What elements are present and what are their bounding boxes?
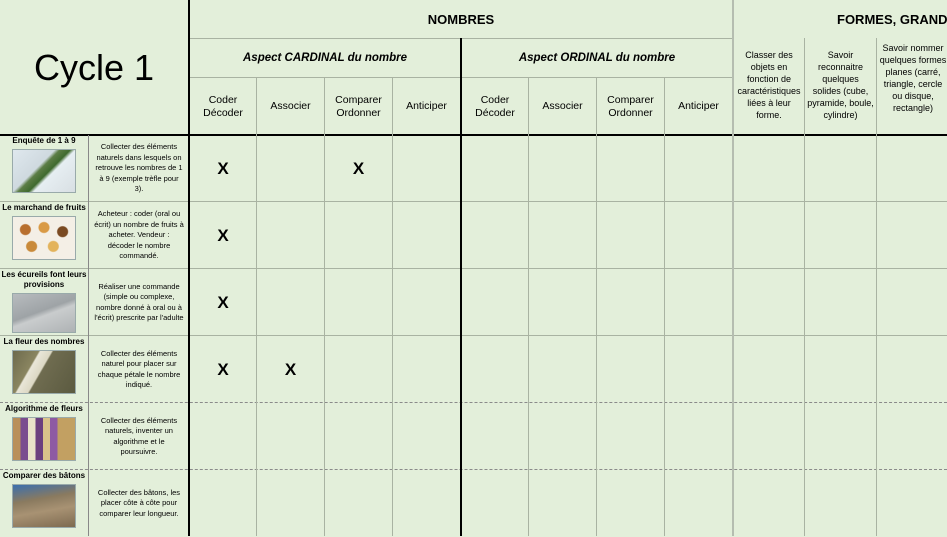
col-header-ordinal-associer: Associer	[542, 100, 583, 112]
competency-mark: X	[217, 359, 229, 379]
grid-line	[188, 0, 190, 536]
leaves-photo	[12, 149, 76, 193]
activity-description: Collecter des éléments naturels, inventer un algorithme et le poursuivre.	[100, 415, 178, 456]
col-header-cardinal-comparer: Comparer Ordonner	[335, 93, 382, 119]
grid-line	[324, 78, 325, 536]
grid-line	[804, 38, 805, 536]
col-header-cardinal-anticiper: Anticiper	[406, 100, 447, 112]
col-header-formes-solides: Savoir reconnaitre quelques solides (cube, pyramide, boule, cylindre)	[807, 50, 874, 120]
col-header-ordinal-anticiper: Anticiper	[678, 100, 719, 112]
col-header-cardinal-coder: Coder Décoder	[203, 93, 243, 119]
activity-description: Acheteur : coder (oral ou écrit) un nombre de fruits à acheter. Vendeur : décoder le nombre commandé.	[94, 209, 184, 261]
page-title: Cycle 1	[33, 46, 155, 88]
competency-mark: X	[284, 359, 297, 379]
activity-name: La fleur des nombres	[3, 337, 85, 346]
header-aspect-cardinal: Aspect CARDINAL du nombre	[243, 52, 407, 64]
col-header-formes-classer: Classer des objets en fonction de caractéristiques liées à leur forme.	[737, 50, 801, 120]
activity-name: Comparer des bâtons	[2, 471, 86, 480]
competency-mark: X	[217, 225, 229, 245]
competency-mark: X	[217, 292, 229, 312]
grid-line	[664, 78, 665, 536]
header-formes: FORMES, GRAND	[837, 11, 947, 27]
activity-description: Collecter des éléments naturels dans lesquels on retrouve les nombres de 1 à 9 (exemple trèfle pour 3).	[95, 142, 183, 194]
flower-cards-photo	[12, 350, 76, 394]
competency-mark: X	[352, 158, 365, 178]
fruits-photo	[12, 216, 76, 260]
col-header-cardinal-associer: Associer	[270, 100, 311, 112]
grid-line	[88, 135, 89, 536]
header-nombres: NOMBRES	[427, 11, 495, 27]
grid-line	[392, 78, 393, 536]
provisions-photo	[12, 293, 76, 333]
activity-description: Collecter des éléments naturel pour placer sur chaque pétale le nombre indiqué.	[97, 348, 181, 389]
grid-line	[528, 78, 529, 536]
grid-line	[460, 38, 462, 536]
sticks-photo	[12, 484, 76, 528]
activity-description: Réaliser une commande (simple ou complexe, nombre donné à oral ou à l'écrit) prescrite par l'adulte	[94, 281, 184, 322]
grid-line	[256, 78, 257, 536]
col-header-ordinal-coder: Coder Décoder	[475, 93, 515, 119]
grid-line	[596, 78, 597, 536]
activity-name: Algorithme de fleurs	[5, 404, 83, 413]
grid-line	[732, 0, 734, 536]
activity-name: Enquête de 1 à 9	[12, 136, 76, 145]
competency-mark: X	[217, 158, 229, 178]
flowers-pattern-photo	[12, 417, 76, 461]
col-header-ordinal-comparer: Comparer Ordonner	[607, 93, 654, 119]
col-header-formes-planes: Savoir nommer quelques formes planes (carré, triangle, cercle ou disque, rectangle)	[879, 43, 947, 113]
activity-description: Collecter des bâtons, les placer côte à côte pour comparer leur longueur.	[97, 487, 181, 518]
activity-name: Le marchand de fruits	[2, 203, 86, 212]
activity-name: Les écureils font leurs provisions	[1, 270, 87, 289]
grid-line	[876, 38, 877, 536]
header-aspect-ordinal: Aspect ORDINAL du nombre	[518, 52, 676, 64]
